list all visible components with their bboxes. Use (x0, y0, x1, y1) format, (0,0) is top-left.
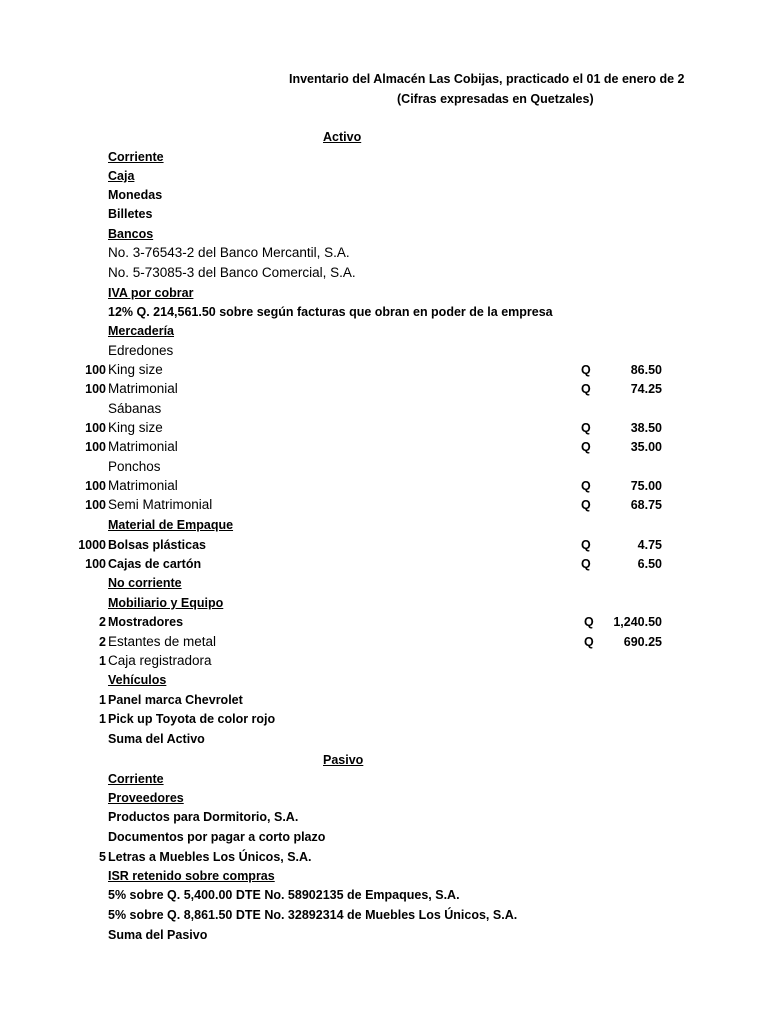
item-desc: Bolsas plásticas (108, 538, 206, 552)
isr-item: 5% sobre Q. 8,861.50 DTE No. 32892314 de Muebles Los Únicos, S.A. (108, 908, 518, 922)
item-desc: Estantes de metal (108, 634, 217, 649)
item-desc: Matrimonial (108, 439, 178, 454)
caja-item-monedas: Monedas (108, 188, 163, 202)
caja-heading: Caja (108, 169, 135, 183)
currency-symbol: Q (581, 557, 591, 571)
item-desc: Caja registradora (108, 653, 212, 668)
currency-symbol: Q (584, 615, 594, 629)
qty-cell: 2 (99, 615, 106, 629)
item-desc: Cajas de cartón (108, 557, 202, 571)
qty-cell: 100 (85, 421, 106, 435)
banco-mercantil: No. 3-76543-2 del Banco Mercantil, S.A. (108, 245, 350, 260)
price-cell: 86.50 (630, 363, 662, 377)
qty-cell: 5 (99, 850, 106, 864)
item-desc: Mostradores (108, 615, 184, 629)
sabanas-subheading: Sábanas (108, 401, 162, 416)
qty-cell: 100 (85, 557, 106, 571)
currency-symbol: Q (581, 498, 591, 512)
activo-corriente-heading: Corriente (108, 150, 164, 164)
price-cell: 1,240.50 (613, 615, 662, 629)
document-title: Inventario del Almacén Las Cobijas, practicado el 01 de enero de 2 (289, 72, 685, 86)
section-heading-pasivo: Pasivo (323, 753, 364, 767)
price-cell: 6.50 (637, 557, 662, 571)
price-cell: 75.00 (630, 479, 662, 493)
item-desc: Matrimonial (108, 381, 178, 396)
item-desc: King size (108, 420, 163, 435)
currency-symbol: Q (581, 421, 591, 435)
documentos-item: Letras a Muebles Los Únicos, S.A. (108, 850, 312, 864)
currency-symbol: Q (581, 538, 591, 552)
qty-cell: 1 (99, 654, 106, 668)
price-cell: 690.25 (623, 635, 662, 649)
mobiliario-heading: Mobiliario y Equipo (108, 596, 224, 610)
bancos-heading: Bancos (108, 227, 154, 241)
iva-line: 12% Q. 214,561.50 sobre según facturas que obran en poder de la empresa (108, 305, 553, 319)
item-desc: Pick up Toyota de color rojo (108, 712, 276, 726)
currency-symbol: Q (581, 440, 591, 454)
suma-pasivo: Suma del Pasivo (108, 928, 208, 942)
ponchos-subheading: Ponchos (108, 459, 161, 474)
pasivo-corriente-heading: Corriente (108, 772, 164, 786)
document-subtitle: (Cifras expresadas en Quetzales) (397, 92, 594, 106)
isr-item: 5% sobre Q. 5,400.00 DTE No. 58902135 de Empaques, S.A. (108, 888, 460, 902)
vehiculos-heading: Vehículos (108, 673, 167, 687)
item-desc: King size (108, 362, 163, 377)
currency-symbol: Q (581, 363, 591, 377)
iva-heading: IVA por cobrar (108, 286, 194, 300)
qty-cell: 100 (85, 382, 106, 396)
currency-symbol: Q (581, 479, 591, 493)
no-corriente-heading: No corriente (108, 576, 182, 590)
proveedores-heading: Proveedores (108, 791, 184, 805)
price-cell: 38.50 (630, 421, 662, 435)
edredones-subheading: Edredones (108, 343, 174, 358)
qty-cell: 100 (85, 498, 106, 512)
proveedores-item: Productos para Dormitorio, S.A. (108, 810, 299, 824)
isr-heading: ISR retenido sobre compras (108, 869, 275, 883)
qty-cell: 1 (99, 712, 106, 726)
price-cell: 68.75 (630, 498, 662, 512)
price-cell: 74.25 (630, 382, 662, 396)
mercaderia-heading: Mercadería (108, 324, 175, 338)
qty-cell: 1000 (78, 538, 106, 552)
suma-activo: Suma del Activo (108, 732, 205, 746)
currency-symbol: Q (581, 382, 591, 396)
caja-item-billetes: Billetes (108, 207, 153, 221)
item-desc: Panel marca Chevrolet (108, 693, 243, 707)
documentos-heading: Documentos por pagar a corto plazo (108, 830, 326, 844)
qty-cell: 100 (85, 363, 106, 377)
item-desc: Semi Matrimonial (108, 497, 213, 512)
empaque-heading: Material de Empaque (108, 518, 234, 532)
currency-symbol: Q (584, 635, 594, 649)
item-desc: Matrimonial (108, 478, 178, 493)
qty-cell: 100 (85, 440, 106, 454)
section-heading-activo: Activo (323, 130, 362, 144)
price-cell: 4.75 (637, 538, 662, 552)
banco-comercial: No. 5-73085-3 del Banco Comercial, S.A. (108, 265, 356, 280)
price-cell: 35.00 (630, 440, 662, 454)
qty-cell: 1 (99, 693, 106, 707)
qty-cell: 2 (99, 635, 106, 649)
qty-cell: 100 (85, 479, 106, 493)
